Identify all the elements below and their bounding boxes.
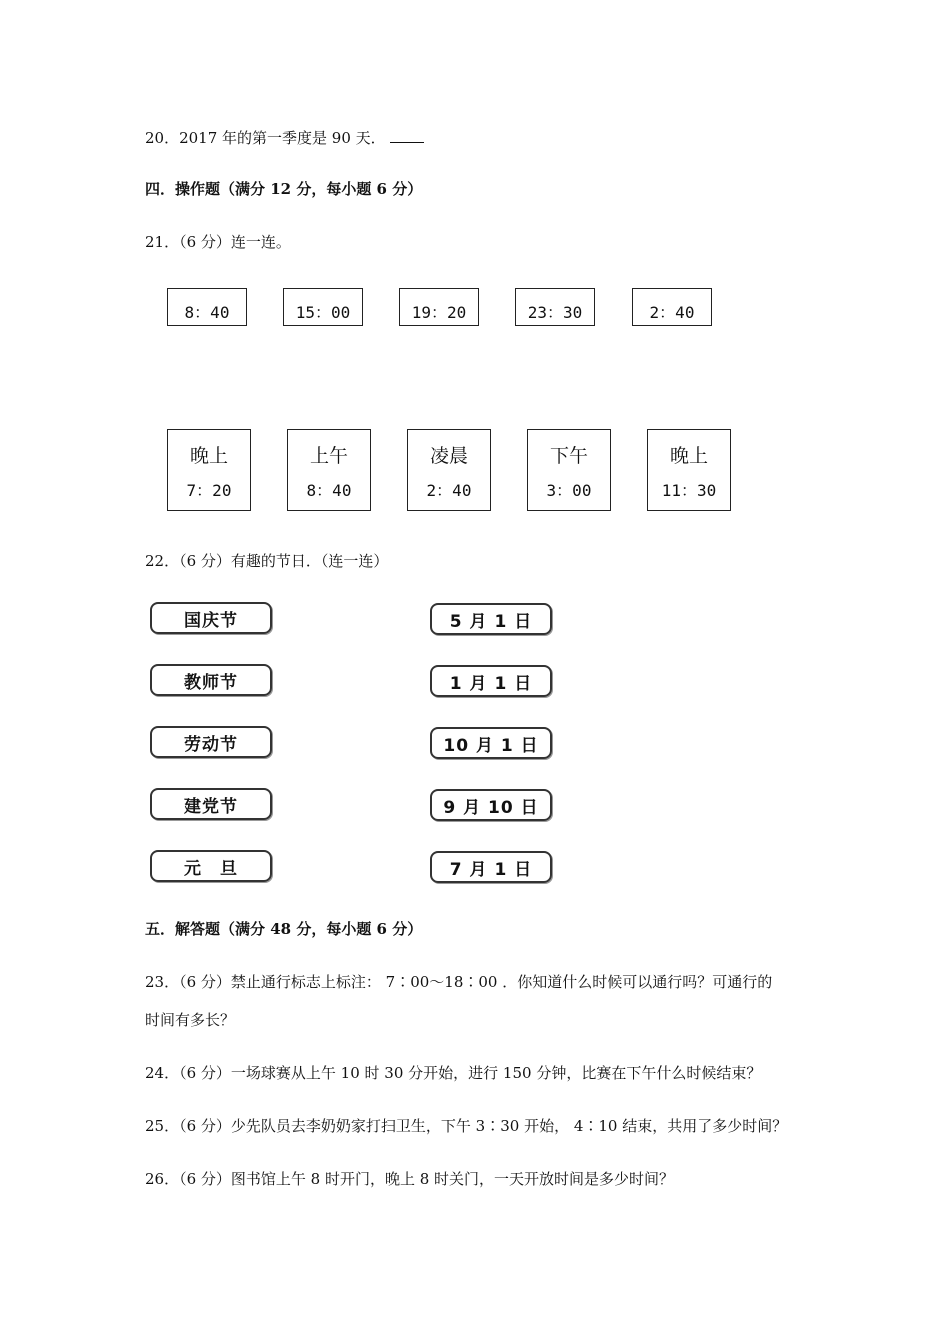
festival-box[interactable]: 元 旦 <box>150 850 272 882</box>
question-20 <box>145 127 424 148</box>
period-time-box[interactable] <box>527 429 611 511</box>
festival-box[interactable]: 教师节 <box>150 664 272 696</box>
date-box[interactable]: 7 月 1 日 <box>430 851 552 883</box>
period-time-box[interactable] <box>407 429 491 511</box>
period-label: 晚上 <box>669 445 708 467</box>
digital-time: 19：20 <box>411 303 467 322</box>
digital-time: 8：40 <box>184 303 230 322</box>
digital-time-box[interactable] <box>632 288 712 326</box>
answer-blank[interactable] <box>390 130 424 143</box>
period-time: 8：40 <box>306 481 352 500</box>
digital-time: 2：40 <box>649 303 695 322</box>
question-26-text: 26．（6 分）图书馆上午 8 时开门，晚上 8 时关门，一天开放时间是多少时间？ <box>145 1170 675 1188</box>
section-4-title: 四．操作题（满分 12 分，每小题 6 分） <box>145 180 423 198</box>
digital-time: 15：00 <box>295 303 351 322</box>
date-box[interactable]: 10 月 1 日 <box>430 727 552 759</box>
question-22-text: 22．（6 分）有趣的节日．（连一连） <box>145 552 389 570</box>
period-time-box[interactable] <box>167 429 251 511</box>
digital-time: 23：30 <box>527 303 583 322</box>
festival-box[interactable]: 国庆节 <box>150 602 272 634</box>
section-5-title: 五．解答题（满分 48 分，每小题 6 分） <box>145 920 423 938</box>
period-time-box[interactable] <box>287 429 371 511</box>
festival-box[interactable]: 劳动节 <box>150 726 272 758</box>
period-label: 下午 <box>549 445 588 467</box>
period-label: 晚上 <box>189 445 228 467</box>
question-23-line2: 时间有多长？ <box>145 1011 236 1029</box>
digital-time-box[interactable] <box>515 288 595 326</box>
digital-time-box[interactable] <box>167 288 247 326</box>
date-box[interactable]: 1 月 1 日 <box>430 665 552 697</box>
period-label: 凌晨 <box>429 445 468 467</box>
period-time: 3：00 <box>546 481 592 500</box>
digital-time-box[interactable] <box>283 288 363 326</box>
date-box[interactable]: 5 月 1 日 <box>430 603 552 635</box>
date-box[interactable]: 9 月 10 日 <box>430 789 552 821</box>
question-24-text: 24．（6 分）一场球赛从上午 10 时 30 分开始，进行 150 分钟，比赛在下午什么时候结束？ <box>145 1064 762 1082</box>
period-time: 11：30 <box>661 481 717 500</box>
period-time: 2：40 <box>426 481 472 500</box>
period-time-box[interactable] <box>647 429 731 511</box>
question-21-text: 21．（6 分）连一连。 <box>145 233 291 251</box>
period-label: 上午 <box>309 445 348 467</box>
festival-box[interactable]: 建党节 <box>150 788 272 820</box>
digital-time-box[interactable] <box>399 288 479 326</box>
period-time: 7：20 <box>186 481 232 500</box>
question-23-line1: 23．（6 分）禁止通行标志上标注： 7∶00～18∶00 ．你知道什么时候可以通行吗？可通行的 <box>145 973 773 991</box>
question-20-text: 20．2017 年的第一季度是 90 天． <box>145 129 386 147</box>
question-25-text: 25．（6 分）少先队员去李奶奶家打扫卫生，下午 3∶30 开始， 4∶10 结束，共用了多少时间？ <box>145 1117 788 1135</box>
